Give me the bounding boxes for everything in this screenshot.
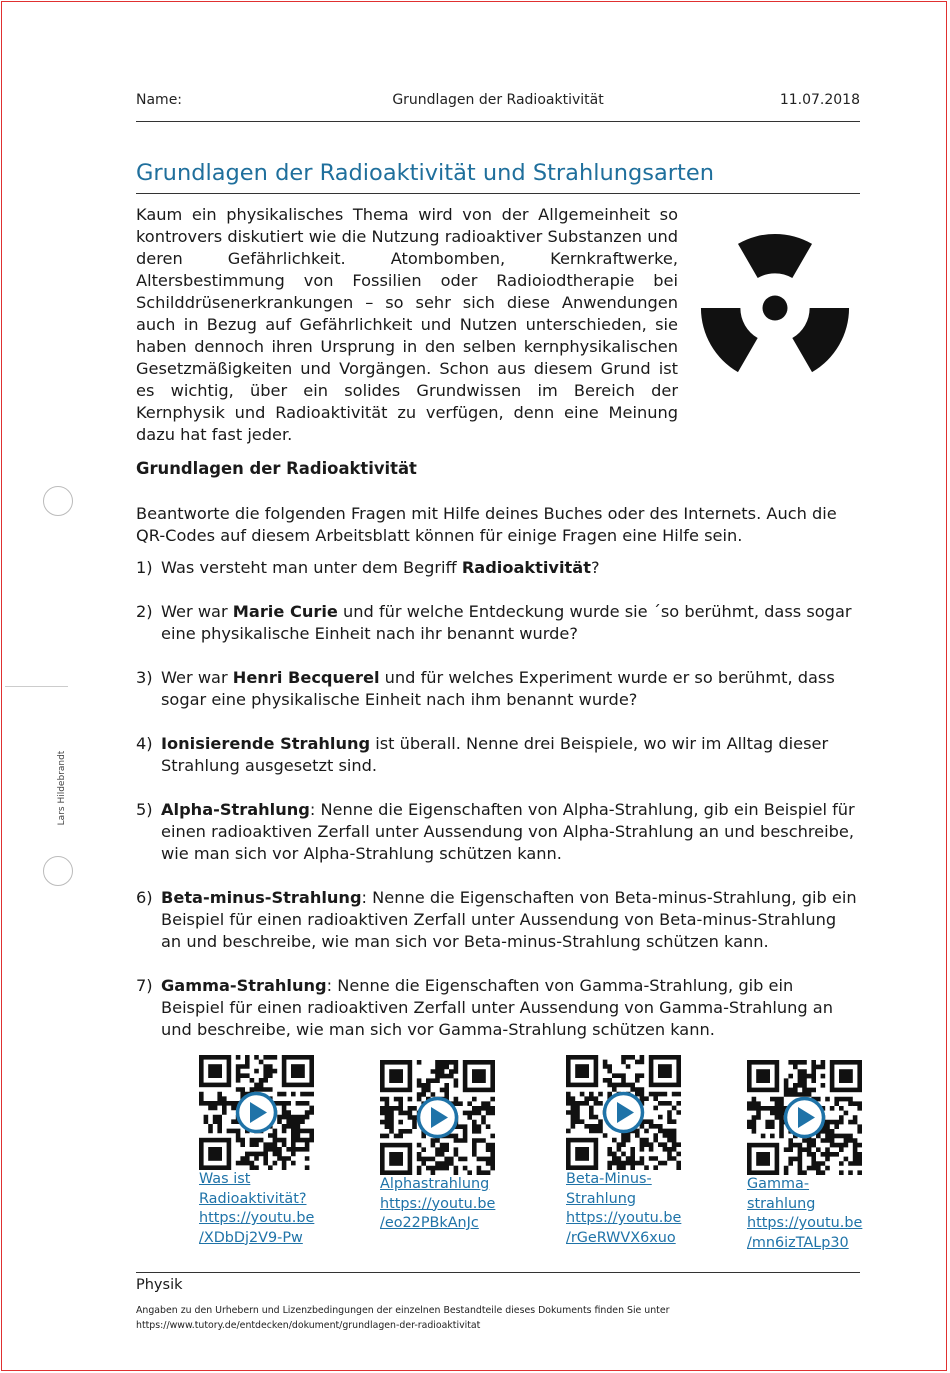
- question-number: 6): [136, 888, 153, 907]
- qr-link-line[interactable]: https://youtu.be: [747, 1215, 863, 1231]
- question-text-rest: ?: [590, 558, 600, 577]
- question-number: 2): [136, 602, 153, 621]
- license-footnote: [136, 1303, 669, 1333]
- qr-link-line[interactable]: strahlung: [747, 1195, 816, 1212]
- qr-link-line[interactable]: /XDbDj2V9-Pw: [199, 1229, 303, 1246]
- footer-rule: [136, 1272, 860, 1273]
- qr-code-card[interactable]: [380, 1060, 500, 1234]
- qr-link-line[interactable]: https://youtu.be: [566, 1210, 682, 1226]
- question-keyword: Alpha-Strahlung: [161, 800, 310, 819]
- question-number: 4): [136, 734, 153, 753]
- qr-link-line[interactable]: https://youtu.be: [380, 1195, 496, 1212]
- play-icon: [419, 1099, 457, 1137]
- qr-link[interactable]: [380, 1175, 500, 1234]
- subject-label: Physik: [136, 1277, 183, 1293]
- question-text: [161, 733, 861, 777]
- question-text-rest: : Nenne die Eigenschaften von Beta-minus-Strahlung, gib ein Beispiel für einen radioaktiven Zerfall unter Aussendung von Beta-minus-Strahlung an und beschreibe, wie man sich vor Beta-minus-Strahlung schützen kann.: [161, 888, 857, 951]
- qr-code-icon: [380, 1060, 495, 1175]
- qr-link-line[interactable]: https://youtu.be: [199, 1210, 315, 1226]
- question-number: 5): [136, 800, 153, 819]
- question-text-rest: ist überall. Nenne drei Beispiele, wo wir im Alltag dieser Strahlung ausgesetzt sind.: [161, 734, 829, 775]
- qr-code-card[interactable]: [199, 1055, 319, 1248]
- qr-link-line[interactable]: Radioaktivität?: [199, 1190, 307, 1207]
- question-text-rest: und für welche Entdeckung wurde sie ´so berühmt, dass sogar eine physikalische Einheit nach ihr benannt wurde?: [161, 602, 852, 643]
- fold-mark: [5, 686, 68, 687]
- header-date: 11.07.2018: [779, 92, 860, 108]
- question-keyword: Radioaktivität: [461, 558, 591, 577]
- name-label: Name:: [136, 92, 183, 108]
- question-number: 1): [136, 558, 153, 577]
- qr-code-icon: [747, 1060, 862, 1175]
- qr-link-line[interactable]: /mn6izTALp30: [747, 1234, 849, 1251]
- question-number: 7): [136, 976, 153, 995]
- question-text: [161, 601, 861, 645]
- punch-hole-top: [43, 486, 73, 516]
- qr-code-icon: [566, 1055, 681, 1170]
- question-keyword: Beta-minus-Strahlung: [161, 888, 362, 907]
- question-text-rest: : Nenne die Eigenschaften von Gamma-Strahlung, gib ein Beispiel für einen radioaktiven Zerfall unter Aussendung von Gamma-Strahlung an und beschreibe, wie man sich vor Gamma-Strahlung schützen kann.: [161, 976, 833, 1039]
- qr-code-icon: [199, 1055, 314, 1170]
- question-keyword: Henri Becquerel: [232, 668, 380, 687]
- qr-link[interactable]: [747, 1175, 867, 1253]
- qr-link-line[interactable]: Strahlung: [566, 1190, 637, 1207]
- question-keyword: Ionisierende Strahlung: [161, 734, 371, 753]
- qr-link-line[interactable]: Was ist: [199, 1171, 251, 1187]
- radiation-hazard-icon: [696, 233, 854, 383]
- footnote-url: https://www.tutory.de/entdecken/dokument/grundlagen-der-radioaktivitat: [136, 1320, 481, 1331]
- question-number: 3): [136, 668, 153, 687]
- author-credit: Lars Hildebrandt: [57, 750, 67, 826]
- question-keyword: Marie Curie: [232, 602, 338, 621]
- page-header: [136, 92, 860, 112]
- play-icon: [238, 1094, 276, 1132]
- qr-link-line[interactable]: Gamma-: [747, 1176, 810, 1192]
- qr-link-line[interactable]: /eo22PBkAnJc: [380, 1215, 479, 1231]
- question-text: [161, 887, 861, 953]
- question-text: [161, 557, 861, 579]
- header-title: Grundlagen der Radioaktivität: [392, 92, 604, 108]
- title-rule: [136, 193, 860, 194]
- question-text-lead: Was versteht man unter dem Begriff: [161, 558, 462, 577]
- question-text: [161, 799, 861, 865]
- intro-paragraph: Kaum ein physikalisches Thema wird von der Allgemeinheit so kontrovers diskutiert wie die Nutzung radioaktiver Substanzen und deren Gefährlichkeit. Atombomben, Kernkraftwerke, Altersbestimmung von Fossilien oder Radioiodtherapie bei Schilddrüsenerkrankungen – so sehr sich diese Anwendungen auch in Bezug auf Gefährlichkeit und Nutzen unterschieden, sie haben dennoch ihren Ursprung in den selben kernphysikalischen Gesetzmäßigkeiten und Vorgängen. Schon aus diesem Grund ist es wichtig, über ein solides Grundwissen im Bereich der Kernphysik und Radioaktivität zu verfügen, denn eine Meinung dazu hat fast jeder.: [136, 205, 678, 444]
- qr-code-card[interactable]: [747, 1060, 867, 1253]
- section-heading: Grundlagen der Radioaktivität: [136, 459, 417, 478]
- qr-link-line[interactable]: /rGeRWVX6xuo: [566, 1229, 676, 1246]
- qr-code-card[interactable]: [566, 1055, 686, 1248]
- document-title: Grundlagen der Radioaktivität und Strahlungsarten: [136, 160, 714, 186]
- question-text-lead: Wer war: [161, 602, 233, 621]
- question-text-rest: und für welches Experiment wurde er so berühmt, dass sogar eine physikalische Einheit nach ihm benannt wurde?: [161, 668, 835, 709]
- play-icon: [605, 1094, 643, 1132]
- punch-hole-bottom: [43, 856, 73, 886]
- play-icon: [786, 1099, 824, 1137]
- qr-link-line[interactable]: Beta-Minus-: [566, 1171, 652, 1187]
- qr-link[interactable]: [199, 1170, 319, 1248]
- footnote-line: Angaben zu den Urhebern und Lizenzbedingungen der einzelnen Bestandteile dieses Dokuments finden Sie unter: [136, 1305, 670, 1316]
- qr-link[interactable]: [566, 1170, 686, 1248]
- qr-link-line[interactable]: Alphastrahlung: [380, 1176, 490, 1192]
- question-text: [161, 667, 861, 711]
- question-keyword: Gamma-Strahlung: [161, 976, 327, 995]
- header-rule: [136, 121, 860, 122]
- question-text-rest: : Nenne die Eigenschaften von Alpha-Strahlung, gib ein Beispiel für einen radioaktiven Zerfall unter Aussendung von Alpha-Strahlung an und beschreibe, wie man sich vor Alpha-Strahlung schützen kann.: [161, 800, 855, 863]
- question-text: [161, 975, 861, 1041]
- question-text-lead: Wer war: [161, 668, 233, 687]
- instructions: Beantworte die folgenden Fragen mit Hilfe deines Buches oder des Internets. Auch die QR-Codes auf diesem Arbeitsblatt können für einige Fragen eine Hilfe sein.: [136, 504, 837, 545]
